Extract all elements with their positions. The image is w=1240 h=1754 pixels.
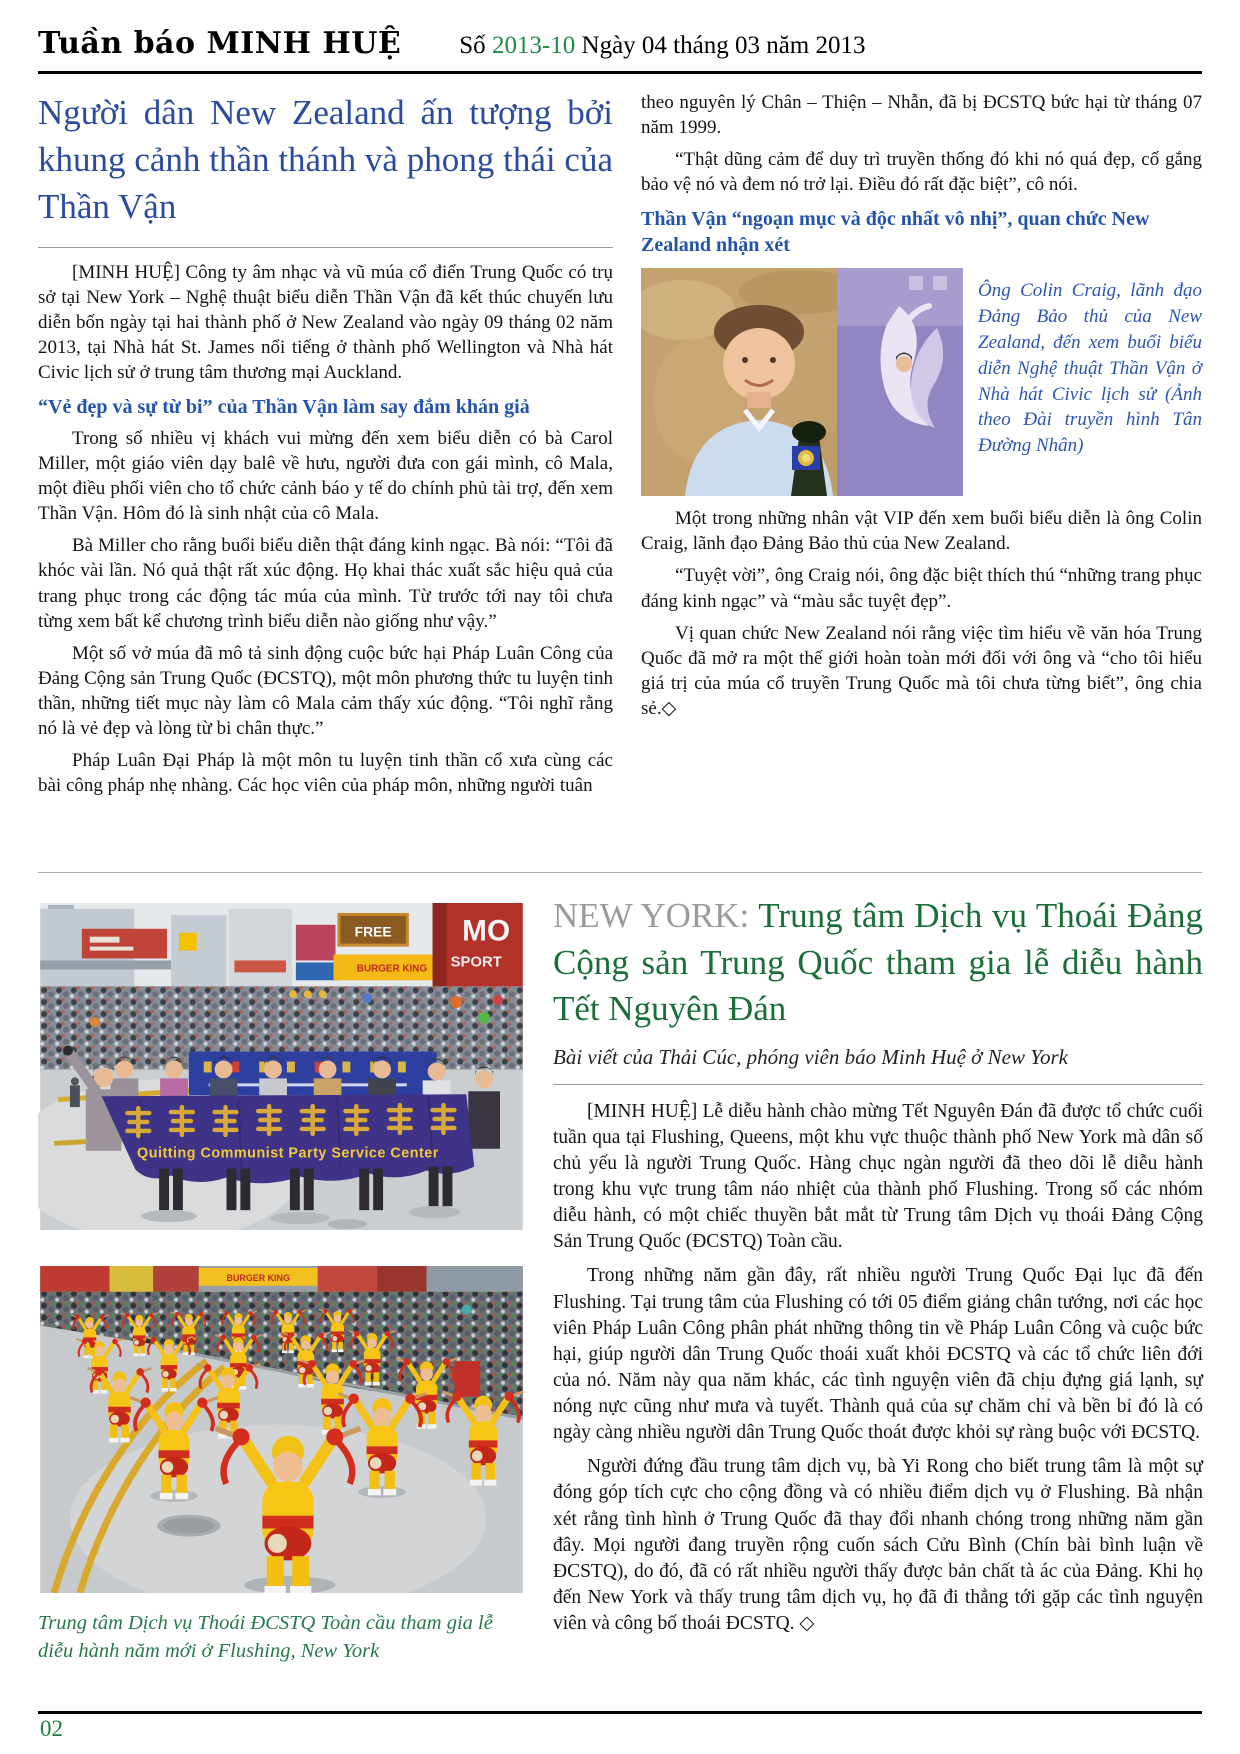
article2-paragraph-2: Trong những năm gần đây, rất nhiều người Trung Quốc Đại lục đã đến Flushing. Tại trung tâm của Flushing có tới 05 điểm giảng chân tướng, nơi các học viên Pháp Luân Công phân phát những thông tin về Pháp Luân Công và cuộc bức hại, giúp người dân Trung Quốc thoái xuất khỏi ĐCSTQ và các tổ chức liên đới của nó. Năm này qua năm khác, các tình nguyện viên đã chịu đựng giá lạnh, sự nóng nực cũng như mưa và tuyết. Thành quả của sự chăm chỉ và bền bỉ đó là có ngày càng nhiều người dân Trung Quốc thoát được khỏi sự ràng buộc với ĐCSTQ. xyxy=(553,1265,1203,1444)
interview-photo xyxy=(641,268,963,496)
burger-king-sign-text: BURGER KING xyxy=(356,963,428,975)
poster-glyph xyxy=(909,276,923,290)
footer-rule xyxy=(38,1711,1202,1714)
header-rule xyxy=(38,71,1202,74)
headline-rule xyxy=(38,247,613,248)
issue-label: Số xyxy=(459,32,486,59)
masthead xyxy=(38,26,1202,61)
interview-photo-caption: Ông Colin Craig, lãnh đạo Đảng Bảo thủ của New Zealand, đến xem buổi biểu diễn Nghệ thuật Thần Vận ở Nhà hát Civic lịch sử (Ảnh theo Đài truyền hình Tân Đường Nhân) xyxy=(978,280,1202,457)
free-sign-text: FREE xyxy=(354,923,392,940)
issue-line xyxy=(459,32,865,60)
article1-right-column xyxy=(641,90,1202,728)
main-banner xyxy=(102,1094,475,1183)
article1-paragraph-3: Bà Miller cho rằng buổi biểu diễn thật đáng kinh ngạc. Bà nói: “Tôi đã khóc vài lần. Nó quả thật rất xúc động. Họ khai thác xuất sắc hiệu quả của trang phục trong các động tác múa của mình. Từ trước tới nay tôi chưa từng xem bất kể chương trình biểu diễn nào giống như vậy.” xyxy=(38,535,613,632)
drummers-photo xyxy=(38,1266,525,1593)
article2-byline: Bài viết của Thải Cúc, phóng viên báo Minh Huệ ở New York xyxy=(553,1044,1068,1069)
article2-photo-column xyxy=(38,903,525,1666)
byline-rule xyxy=(553,1084,1203,1085)
page-number: 02 xyxy=(40,1716,63,1741)
article2-headline xyxy=(553,893,1203,1033)
man-face xyxy=(723,328,795,400)
article1-subhead-1: “Vẻ đẹp và sự từ bi” của Thần Vận làm say đắm khán giả xyxy=(38,396,530,419)
article1-paragraph-5: Pháp Luân Đại Pháp là một môn tu luyện tinh thần cổ xưa cùng các bài công pháp nhẹ nhàng. Các học viên của pháp môn, những người tuân xyxy=(38,750,613,797)
article1-headline: Người dân New Zealand ấn tượng bởi khung cảnh thần thánh và phong thái của Thần Vận xyxy=(38,93,613,226)
burger-king-sign-text-2: BURGER KING xyxy=(226,1272,290,1283)
article1-paragraph-8: Một trong những nhân vật VIP đến xem buổi biểu diễn là ông Colin Craig, lãnh đạo Đảng Bảo thủ của New Zealand. xyxy=(641,508,1202,555)
interview-photo-row xyxy=(641,268,1202,496)
article1-paragraph-6: theo nguyên lý Chân – Thiện – Nhẫn, đã bị ĐCSTQ bức hại từ tháng 07 năm 1999. xyxy=(641,92,1202,139)
article2-kicker: NEW YORK: xyxy=(553,896,759,935)
article1-left-column xyxy=(38,90,613,805)
article1-paragraph-10: Vị quan chức New Zealand nói rằng việc tìm hiểu về văn hóa Trung Quốc đã mở ra một thế giới hoàn toàn mới đối với ông và “cho tôi hiểu giá trị của múa cổ truyền Trung Quốc mà tôi chưa từng biết”, ông chia sẻ.◇ xyxy=(641,622,1202,719)
article1-paragraph-4: Một số vở múa đã mô tả sinh động cuộc bức hại Pháp Luân Công của Đảng Cộng sản Trung Quốc (ĐCSTQ), một môn phương thức tu luyện tinh thần, những tiết mục này làm cô Mala cảm thấy xúc động. “Tôi nghĩ rằng nó là vẻ đẹp và lòng từ bi chân thực.” xyxy=(38,642,613,739)
article1-paragraph-7: “Thật dũng cảm để duy trì truyền thống đó khi nó quá đẹp, cố gắng bảo vệ nó và đem nó trở lại. Điều đó rất đặc biệt”, cô nói. xyxy=(641,149,1202,196)
article1-paragraph-9: “Tuyệt vời”, ông Craig nói, ông đặc biệt thích thú “những trang phục đáng kinh ngạc” và “màu sắc tuyệt đẹp”. xyxy=(641,565,1202,612)
sport-sign-text: SPORT xyxy=(450,954,502,971)
parade-banner-photo xyxy=(38,903,525,1230)
issue-date: Ngày 04 tháng 03 năm 2013 xyxy=(581,32,866,59)
drummers-photo-caption: Trung tâm Dịch vụ Thoái ĐCSTQ Toàn cầu tham gia lễ diễu hành năm mới ở Flushing, New York xyxy=(38,1612,493,1663)
masthead-title: Tuần báo MINH HUỆ xyxy=(38,26,402,61)
article1-paragraph-1: [MINH HUỆ] Công ty âm nhạc và vũ múa cổ điển Trung Quốc có trụ sở tại New York – Nghệ thuật biểu diễn Thần Vận đã kết thúc chuyến lưu diễn bốn ngày tại hai thành phố ở New Zealand vào ngày 09 tháng 02 năm 2013, tại Nhà hát St. James nổi tiếng ở thành phố Wellington và Nhà hát Civic lịch sử ở trung tâm thương mại Auckland. xyxy=(38,261,613,383)
mo-sign-text: MO xyxy=(462,914,511,948)
issue-number: 2013-10 xyxy=(491,32,576,59)
article2-text-column xyxy=(553,893,1203,1645)
article2-paragraph-3: Người đứng đầu trung tâm dịch vụ, bà Yi Rong cho biết trung tâm là một sự đóng góp tích cực cho cộng đồng và có nhiều điểm dịch vụ ở Flushing. Bà nhận xét rằng tình hình ở Trung Quốc đã thay đổi nhanh chóng trong những năm gần đây. Mọi người đang truyền rộng cuốn sách Cửu Bình (Chín bài bình luận về ĐCSTQ), do đó, đã có rất nhiều người thấy được bản chất tà ác của Đảng. Khi họ đến New York và thấy trung tâm dịch vụ, họ đã đi thẳng tới gặp các tình nguyện viên và công bố thoái ĐCSTQ. ◇ xyxy=(553,1456,1203,1635)
article2-headline-text: Trung tâm Dịch vụ Thoái Đảng Cộng sản Trung Quốc tham gia lễ diễu hành Tết Nguyên Đán xyxy=(553,896,1203,1029)
banner-english-text: Quitting Communist Party Service Center xyxy=(137,1145,439,1162)
article2-paragraph-1: [MINH HUỆ] Lễ diễu hành chào mừng Tết Nguyên Đán đã được tổ chức cuối tuần qua tại Flushing, Queens, một khu vực thuộc thành phố New York mà dân số chủ yếu là người Trung Quốc. Hàng chục ngàn người đã theo dõi lễ diễu hành trong khu vực trung tâm náo nhiệt của thành phố Flushing. Trong số các nhóm diễu hành, có một chiếc thuyền bắt mắt từ Trung tâm Dịch vụ thoái Đảng Cộng Sản Trung Quốc (ĐCSTQ) Toàn cầu. xyxy=(553,1100,1203,1253)
article-divider xyxy=(38,872,1202,873)
article1-subhead-2: Thần Vận “ngoạn mục và độc nhất vô nhị”, quan chức New Zealand nhận xét xyxy=(641,208,1150,257)
article1-paragraph-2: Trong số nhiều vị khách vui mừng đến xem biểu diễn có bà Carol Miller, một giáo viên dạy balê về hưu, người đưa con gái mình, cô Mala, một điều phối viên cho tổ chức cảnh báo y tế do chính phủ tài trợ, đến xem Thần Vận. Hôm đó là sinh nhật của cô Mala. xyxy=(38,428,613,525)
